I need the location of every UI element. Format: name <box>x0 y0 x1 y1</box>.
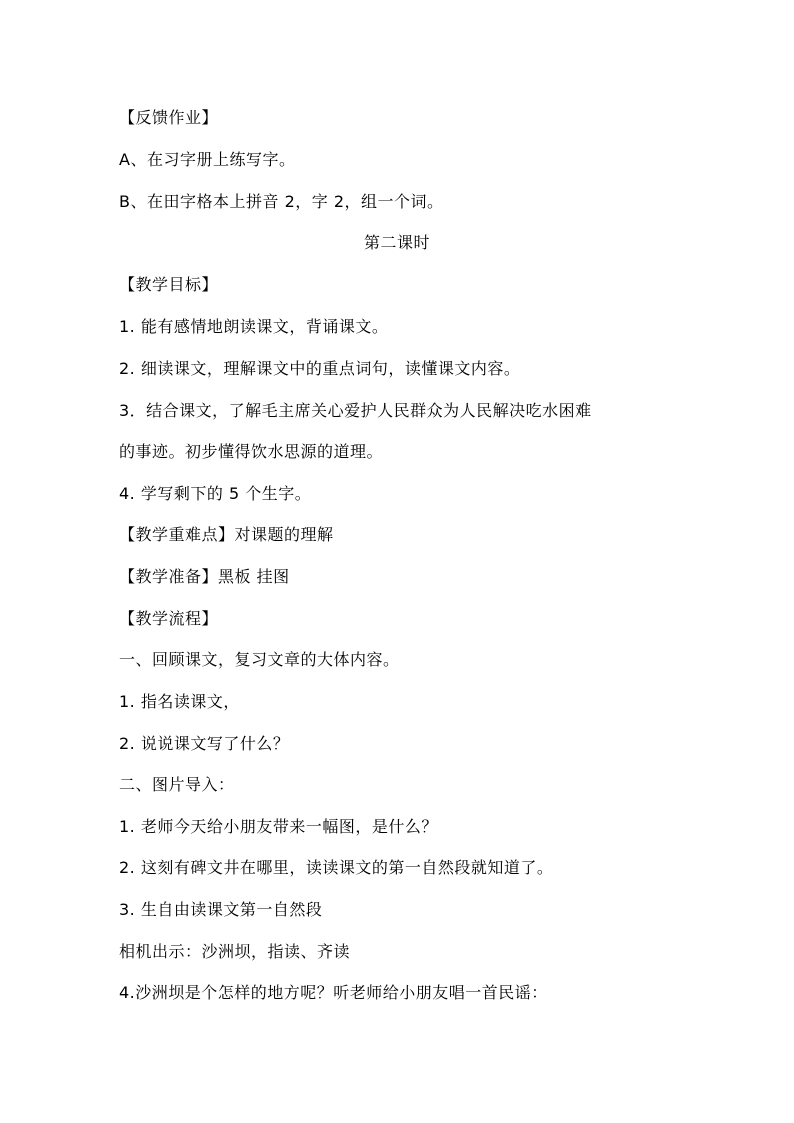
lesson-title: 第二课时 <box>363 233 430 252</box>
process-step-two-item-1: 1. 老师今天给小朋友带来一幅图，是什么？ <box>119 817 438 836</box>
goal-item-3: 3．结合课文，了解毛主席关心爱护人民群众为人民解决吃水困难 <box>119 401 592 420</box>
process-step-one-item-1: 1. 指名读课文， <box>119 692 240 711</box>
section-heading-key-difficulties: 【教学重难点】对课题的理解 <box>119 525 334 544</box>
process-step-two-item-4: 4.沙洲坝是个怎样的地方呢？听老师给小朋友唱一首民谣： <box>119 983 548 1002</box>
process-step-two: 二、图片导入： <box>119 775 235 794</box>
homework-item-a: A、在习字册上练写字。 <box>119 150 296 169</box>
section-heading-teaching-goals: 【教学目标】 <box>119 275 219 294</box>
goal-item-2: 2. 细读课文，理解课文中的重点词句，读懂课文内容。 <box>119 359 521 378</box>
process-step-two-item-3: 3. 生自由读课文第一自然段 <box>119 900 323 919</box>
process-step-one: 一、回顾课文，复习文章的大体内容。 <box>119 650 400 669</box>
process-step-two-note: 相机出示：沙洲坝，指读、齐读 <box>119 942 351 961</box>
homework-item-b: B、在田字格本上拼音 2，字 2，组一个词。 <box>119 192 444 211</box>
section-heading-feedback-homework: 【反馈作业】 <box>119 108 219 127</box>
goal-item-3-continued: 的事迹。初步懂得饮水思源的道理。 <box>119 442 384 461</box>
process-step-one-item-2: 2. 说说课文写了什么？ <box>119 734 290 753</box>
process-step-two-item-2: 2. 这刻有碑文井在哪里，读读课文的第一自然段就知道了。 <box>119 858 554 877</box>
section-heading-teaching-process: 【教学流程】 <box>119 609 219 628</box>
goal-item-1: 1. 能有感情地朗读课文，背诵课文。 <box>119 317 389 336</box>
goal-item-4: 4. 学写剩下的 5 个生字。 <box>119 484 312 503</box>
section-heading-preparation: 【教学准备】黑板 挂图 <box>119 567 290 586</box>
